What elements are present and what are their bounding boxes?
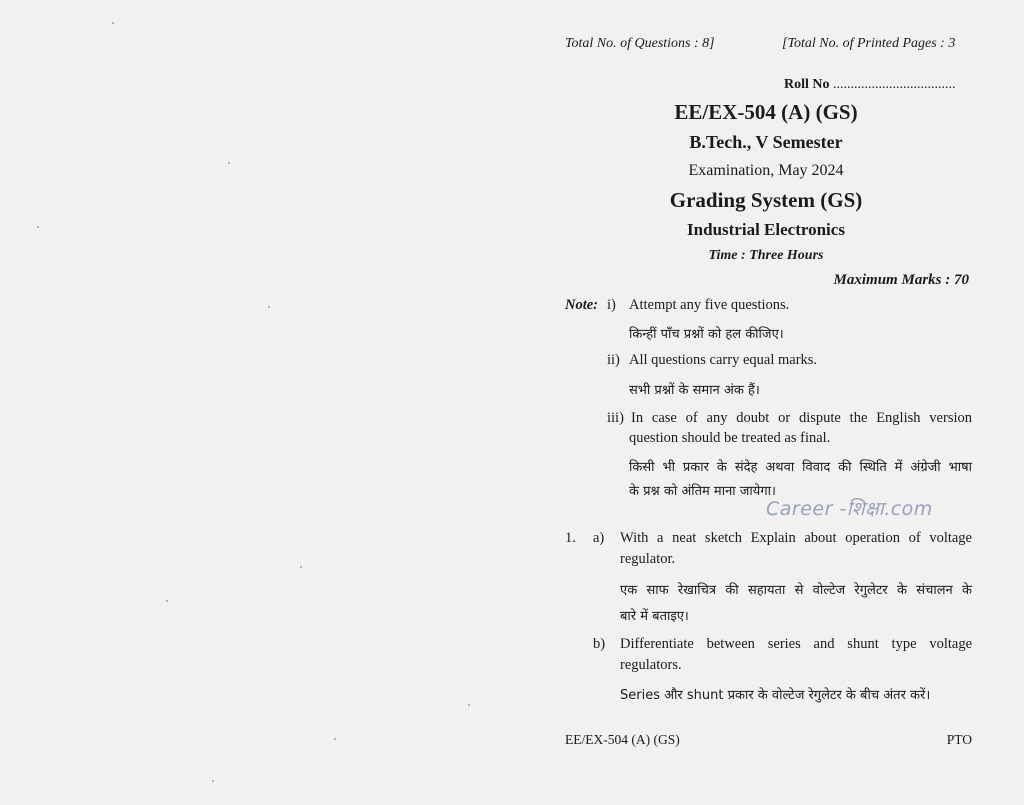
page-turn-over: PTO xyxy=(946,732,972,747)
course-title: B.Tech., V Semester xyxy=(689,132,843,152)
note-item-number: i) xyxy=(607,297,616,313)
question-text-english: With a neat sketch Explain about operation of voltage xyxy=(620,530,972,546)
note-item-hindi: किन्हीं पाँच प्रश्नों को हल कीजिए। xyxy=(629,327,784,342)
question-number: 1. xyxy=(565,530,576,546)
roll-no-blank: ................................... xyxy=(833,77,956,92)
paper-speck xyxy=(112,22,114,24)
paper-speck xyxy=(228,162,230,164)
footer-paper-code: EE/EX-504 (A) (GS) xyxy=(565,732,680,747)
exam-duration: Time : Three Hours xyxy=(708,248,824,263)
question-text-english: regulator. xyxy=(620,551,676,567)
paper-speck xyxy=(268,306,270,308)
note-item-hindi: किसी भी प्रकार के संदेह अथवा विवाद की स्थिति में अंग्रेजी भाषा xyxy=(629,460,972,475)
roll-no-label: Roll No xyxy=(784,77,830,92)
note-item-number: iii) xyxy=(607,410,624,426)
question-part-label: a) xyxy=(593,530,605,546)
paper-speck xyxy=(300,566,302,568)
note-item-hindi: के प्रश्न को अंतिम माना जायेगा। xyxy=(629,484,776,499)
question-part-label: b) xyxy=(593,636,606,652)
note-item-english: question should be treated as final. xyxy=(629,430,831,446)
note-item-english: Attempt any five questions. xyxy=(629,297,790,313)
paper-speck xyxy=(37,226,39,228)
question-text-hindi: एक साफ रेखाचित्र की सहायता से वोल्टेज रेगुलेटर के संचालन के xyxy=(620,583,972,598)
paper-speck xyxy=(212,780,214,782)
note-item-english: All questions carry equal marks. xyxy=(629,352,818,368)
note-item-hindi: सभी प्रश्नों के समान अंक हैं। xyxy=(629,383,760,398)
maximum-marks: Maximum Marks : 70 xyxy=(833,272,969,288)
question-text-hindi: बारे में बताइए। xyxy=(620,609,689,624)
paper-code: EE/EX-504 (A) (GS) xyxy=(674,100,858,124)
question-text-english: regulators. xyxy=(620,657,682,673)
paper-speck xyxy=(468,704,470,706)
paper-speck xyxy=(166,600,168,602)
total-questions: Total No. of Questions : 8] xyxy=(565,36,715,51)
exam-session: Examination, May 2024 xyxy=(688,162,844,179)
grading-system: Grading System (GS) xyxy=(669,188,863,212)
question-text-english: Differentiate between series and shunt type voltage xyxy=(620,636,972,652)
question-text-hindi: Series और shunt प्रकार के वोल्टेज रेगुलेटर के बीच अंतर करें। xyxy=(620,688,931,703)
roll-no xyxy=(784,77,956,93)
note-item-english: In case of any doubt or dispute the English version xyxy=(631,410,972,426)
note-label: Note: xyxy=(565,297,599,313)
paper-speck xyxy=(334,738,336,740)
watermark: Career -शिक्षा.com xyxy=(766,498,933,520)
subject-title: Industrial Electronics xyxy=(687,220,845,239)
total-printed-pages: [Total No. of Printed Pages : 3 xyxy=(782,36,956,51)
note-item-number: ii) xyxy=(607,352,620,368)
